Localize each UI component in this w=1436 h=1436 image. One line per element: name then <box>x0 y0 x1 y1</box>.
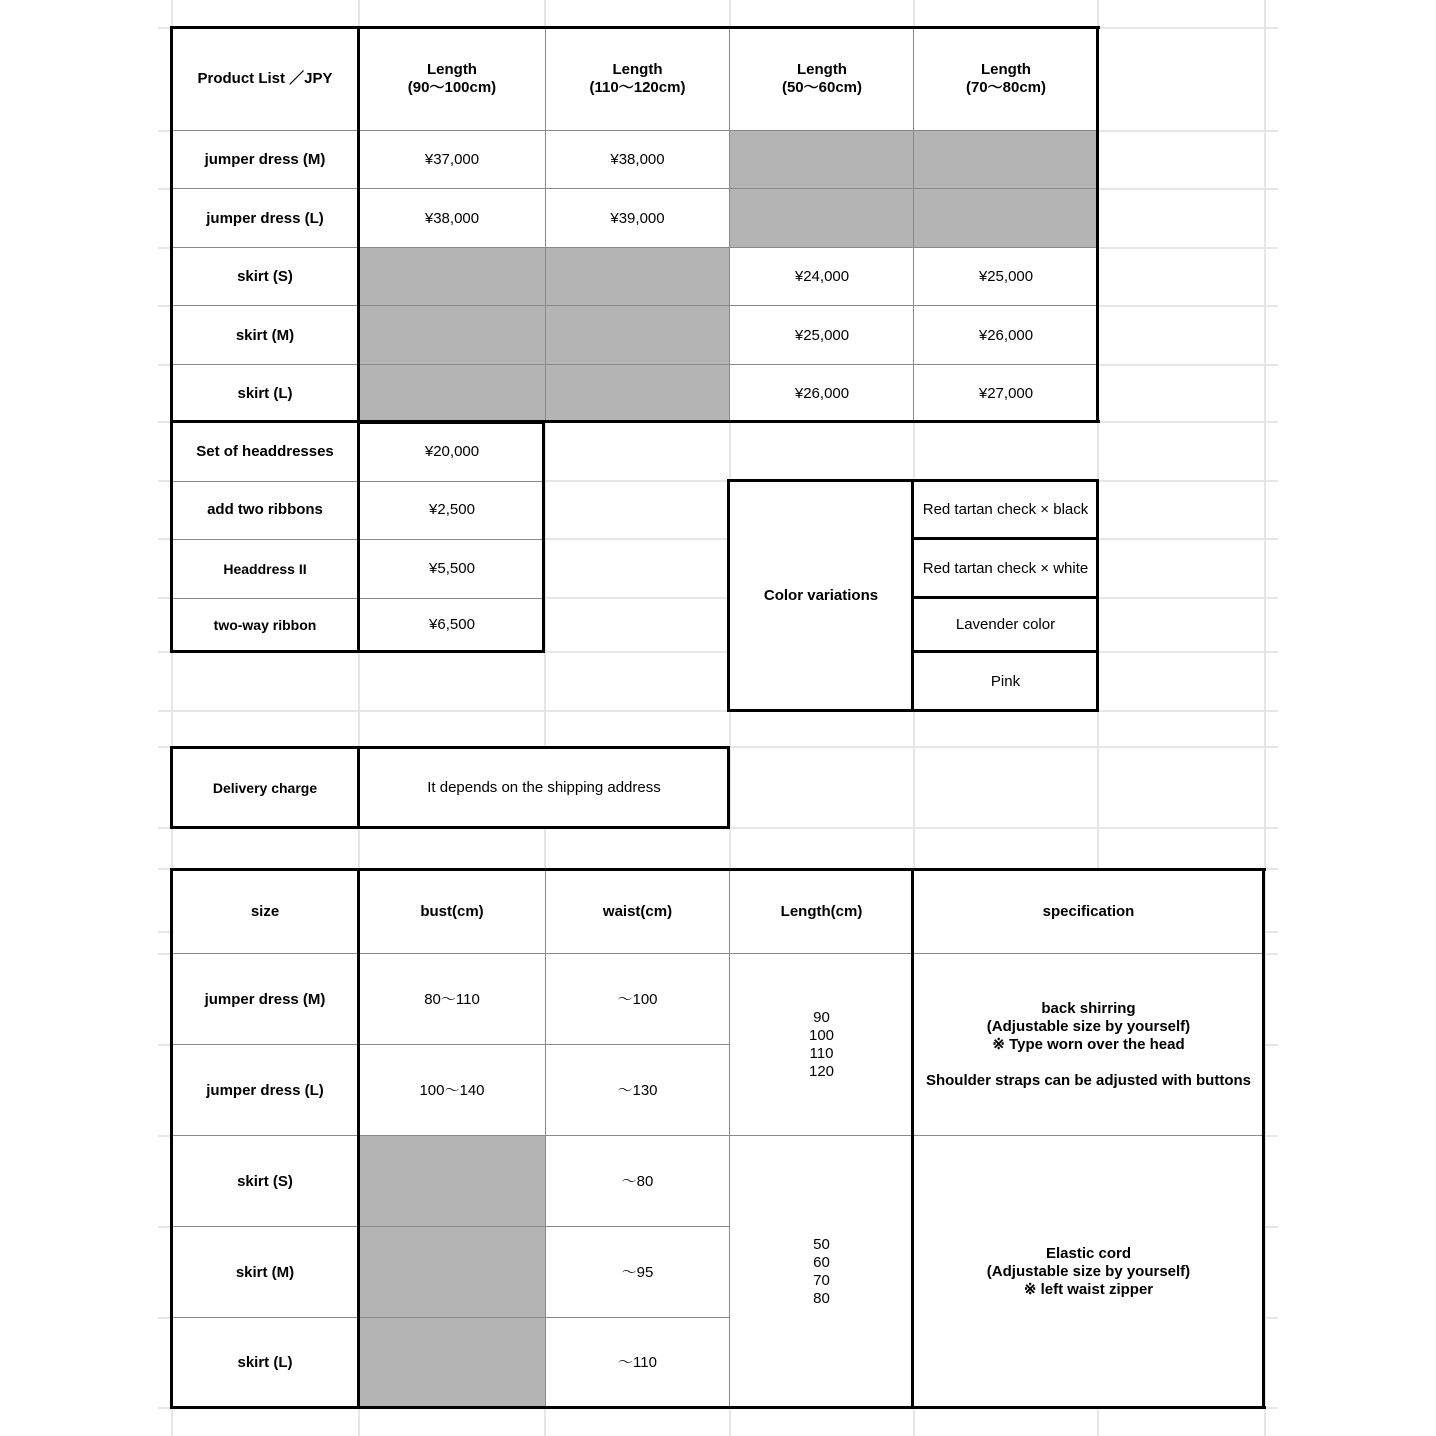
skirt-spec-cell[interactable]: Elastic cord (Adjustable size by yourself) ※ left waist zipper <box>913 1136 1264 1408</box>
header-length-50-60[interactable]: Length (50〜60cm) <box>730 27 914 130</box>
cell-border <box>171 953 1264 954</box>
cell-border <box>171 188 1098 189</box>
product-name-cell[interactable]: jumper dress (L) <box>171 189 359 248</box>
unavailable-cell[interactable] <box>545 365 730 422</box>
cell-border <box>545 27 546 422</box>
table-border <box>357 746 360 829</box>
cell-border <box>729 27 730 422</box>
size-name-cell[interactable]: jumper dress (M) <box>171 954 359 1045</box>
cell-border <box>913 27 914 422</box>
price-cell[interactable]: ¥25,000 <box>914 248 1098 306</box>
delivery-charge-label[interactable]: Delivery charge <box>171 748 359 828</box>
unavailable-cell[interactable] <box>359 1136 545 1227</box>
unavailable-cell[interactable] <box>359 248 545 306</box>
table-border <box>170 421 173 653</box>
cell-border <box>171 1135 1264 1136</box>
table-border <box>170 26 1100 29</box>
unavailable-cell[interactable] <box>730 189 914 248</box>
dress-spec-cell[interactable]: back shirring (Adjustable size by yourself) ※ Type worn over the head Shoulder straps can be adjusted with buttons <box>913 954 1264 1136</box>
table-border <box>357 421 360 653</box>
price-cell[interactable]: ¥24,000 <box>730 248 914 306</box>
bust-header[interactable]: bust(cm) <box>359 870 545 954</box>
waist-cell[interactable]: 〜80 <box>545 1136 730 1227</box>
accessory-name-cell[interactable]: Headdress II <box>171 539 359 598</box>
price-cell[interactable]: ¥27,000 <box>914 365 1098 422</box>
unavailable-cell[interactable] <box>359 306 545 365</box>
table-border <box>727 479 730 712</box>
product-name-cell[interactable]: skirt (L) <box>171 365 359 422</box>
specification-header[interactable]: specification <box>913 870 1264 954</box>
accessory-price-cell[interactable]: ¥5,500 <box>359 539 545 598</box>
table-border <box>727 746 730 829</box>
price-cell[interactable]: ¥25,000 <box>730 306 914 365</box>
cell-border <box>171 364 1098 365</box>
unavailable-cell[interactable] <box>914 130 1098 189</box>
accessory-name-cell[interactable]: Set of headdresses <box>171 422 359 481</box>
product-name-cell[interactable]: skirt (M) <box>171 306 359 365</box>
waist-cell[interactable]: 〜110 <box>545 1318 730 1408</box>
unavailable-cell[interactable] <box>359 1318 545 1408</box>
bust-cell[interactable]: 80〜110 <box>359 954 545 1045</box>
accessory-name-cell[interactable]: two-way ribbon <box>171 598 359 652</box>
price-cell[interactable]: ¥37,000 <box>359 130 545 189</box>
size-name-cell[interactable]: skirt (M) <box>171 1227 359 1318</box>
accessory-name-cell[interactable]: add two ribbons <box>171 481 359 539</box>
product-name-cell[interactable]: jumper dress (M) <box>171 130 359 189</box>
table-border <box>912 650 1099 653</box>
table-border <box>170 1406 1266 1409</box>
table-border <box>170 868 173 1409</box>
unavailable-cell[interactable] <box>359 1227 545 1318</box>
table-border <box>912 596 1099 599</box>
size-name-cell[interactable]: jumper dress (L) <box>171 1045 359 1136</box>
unavailable-cell[interactable] <box>545 306 730 365</box>
color-option[interactable]: Red tartan check × black <box>913 481 1098 539</box>
table-border <box>357 868 360 1409</box>
size-name-cell[interactable]: skirt (L) <box>171 1318 359 1408</box>
product-name-cell[interactable]: skirt (S) <box>171 248 359 306</box>
cell-border <box>171 1317 730 1318</box>
table-border <box>912 537 1099 540</box>
table-border <box>1096 26 1099 423</box>
bust-cell[interactable]: 100〜140 <box>359 1045 545 1136</box>
table-border <box>911 868 914 1409</box>
table-border <box>1096 479 1099 712</box>
cell-border <box>545 870 546 1408</box>
waist-cell[interactable]: 〜100 <box>545 954 730 1045</box>
table-border <box>542 421 545 653</box>
unavailable-cell[interactable] <box>914 189 1098 248</box>
product-list-title[interactable]: Product List ／JPY <box>171 27 359 130</box>
size-name-cell[interactable]: skirt (S) <box>171 1136 359 1227</box>
delivery-charge-value[interactable]: It depends on the shipping address <box>359 748 729 828</box>
accessory-price-cell[interactable]: ¥6,500 <box>359 598 545 652</box>
table-border <box>358 421 545 424</box>
header-length-90-100[interactable]: Length (90〜100cm) <box>359 27 545 130</box>
length-header[interactable]: Length(cm) <box>730 870 913 954</box>
cell-border <box>171 130 1098 131</box>
color-option[interactable]: Red tartan check × white <box>913 539 1098 598</box>
table-border <box>357 26 360 423</box>
waist-cell[interactable]: 〜130 <box>545 1045 730 1136</box>
table-border <box>170 26 173 423</box>
table-border <box>170 420 1100 423</box>
size-header[interactable]: size <box>171 870 359 954</box>
price-cell[interactable]: ¥26,000 <box>914 306 1098 365</box>
cell-border <box>171 305 1098 306</box>
cell-border <box>171 247 1098 248</box>
cell-border <box>171 1226 730 1227</box>
unavailable-cell[interactable] <box>545 248 730 306</box>
price-cell[interactable]: ¥38,000 <box>545 130 730 189</box>
table-border <box>170 746 173 829</box>
table-border <box>911 479 914 712</box>
skirt-length-cell[interactable]: 50 60 70 80 <box>730 1136 913 1408</box>
color-option[interactable]: Pink <box>913 652 1098 711</box>
table-border <box>170 868 1266 871</box>
unavailable-cell[interactable] <box>730 130 914 189</box>
waist-header[interactable]: waist(cm) <box>545 870 730 954</box>
price-cell[interactable]: ¥38,000 <box>359 189 545 248</box>
cell-border <box>171 1044 730 1045</box>
table-border <box>170 746 730 749</box>
color-variations-label[interactable]: Color variations <box>729 481 913 711</box>
price-cell[interactable]: ¥39,000 <box>545 189 730 248</box>
color-option[interactable]: Lavender color <box>913 598 1098 652</box>
cell-border <box>729 870 730 1408</box>
unavailable-cell[interactable] <box>359 365 545 422</box>
accessory-price-cell[interactable]: ¥2,500 <box>359 481 545 539</box>
waist-cell[interactable]: 〜95 <box>545 1227 730 1318</box>
dress-length-cell[interactable]: 90 100 110 120 <box>730 954 913 1136</box>
table-border <box>1262 868 1265 1409</box>
header-length-110-120[interactable]: Length (110〜120cm) <box>545 27 730 130</box>
accessory-price-cell[interactable]: ¥20,000 <box>359 422 545 481</box>
price-cell[interactable]: ¥26,000 <box>730 365 914 422</box>
table-border <box>170 826 730 829</box>
header-length-70-80[interactable]: Length (70〜80cm) <box>914 27 1098 130</box>
